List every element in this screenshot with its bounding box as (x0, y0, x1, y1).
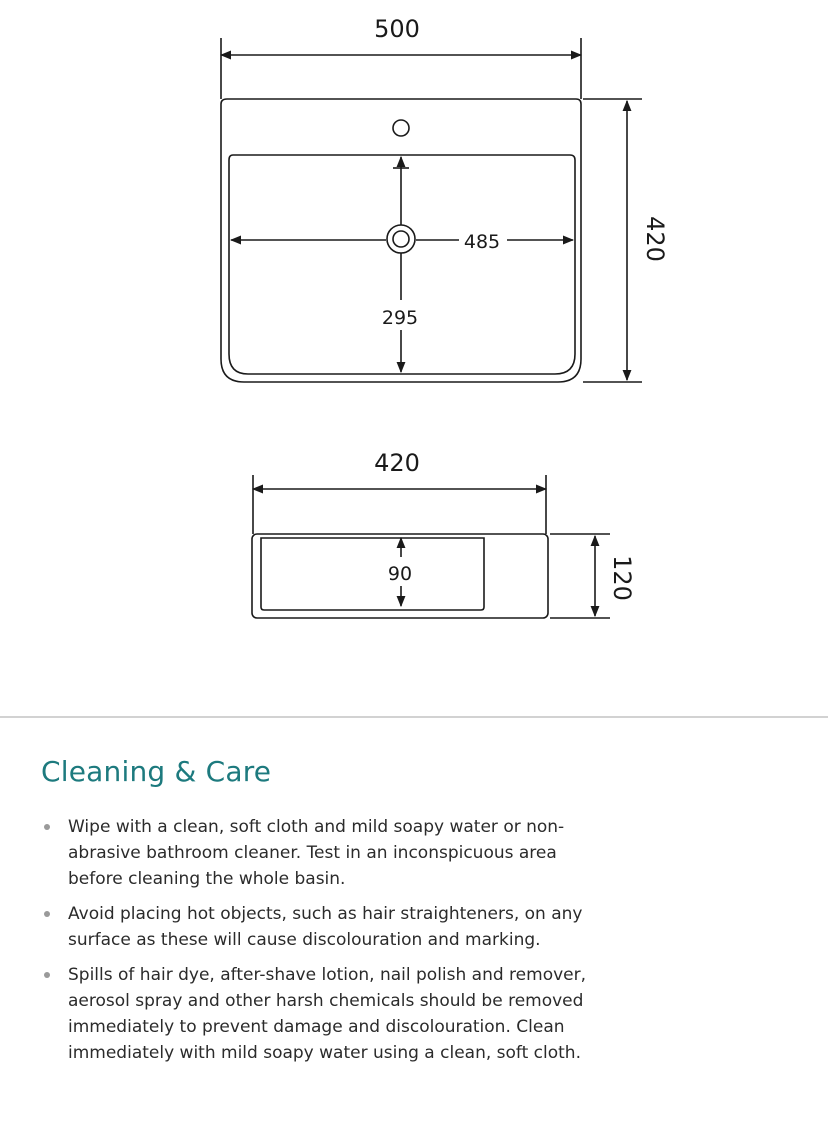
section-divider (0, 716, 828, 718)
side-view (252, 475, 610, 618)
care-list-item (41, 814, 681, 892)
side-height-label: 120 (608, 555, 636, 601)
care-line: Wipe with a clean, soft cloth and mild soapy water or non- (68, 817, 565, 837)
side-width-label: 420 (374, 449, 420, 477)
bullet-icon (44, 824, 50, 830)
care-line: immediately to prevent damage and discolouration. Clean (68, 1017, 565, 1037)
care-line: immediately with mild soapy water using a clean, soft cloth. (68, 1043, 581, 1063)
top-view (221, 38, 642, 382)
care-list-item (41, 901, 681, 953)
bullet-icon (44, 972, 50, 978)
care-line: Spills of hair dye, after-shave lotion, nail polish and remover, (68, 965, 587, 985)
inner-width-label: 485 (463, 231, 501, 253)
side-inner-bowl (261, 538, 484, 610)
top-width-label: 500 (374, 15, 420, 43)
care-list (41, 814, 681, 1066)
care-line: before cleaning the whole basin. (68, 869, 346, 889)
care-line: aerosol spray and other harsh chemicals should be removed (68, 991, 584, 1011)
section-title: Cleaning & Care (41, 755, 272, 788)
top-depth-label: 420 (641, 216, 669, 262)
waste-inner-ring (393, 231, 409, 247)
basin-inner-bowl (229, 155, 575, 374)
care-line: surface as these will cause discolouration and marking. (68, 930, 541, 950)
cleaning-care-section (41, 755, 681, 1075)
care-list-item (41, 962, 681, 1066)
inner-depth-label: 295 (381, 307, 419, 329)
tap-hole (393, 120, 409, 136)
waste-outer-ring (387, 225, 415, 253)
inner-height-label: 90 (387, 563, 413, 585)
bullet-icon (44, 911, 50, 917)
care-line: Avoid placing hot objects, such as hair straighteners, on any (68, 904, 583, 924)
care-line: abrasive bathroom cleaner. Test in an inconspicuous area (68, 843, 557, 863)
